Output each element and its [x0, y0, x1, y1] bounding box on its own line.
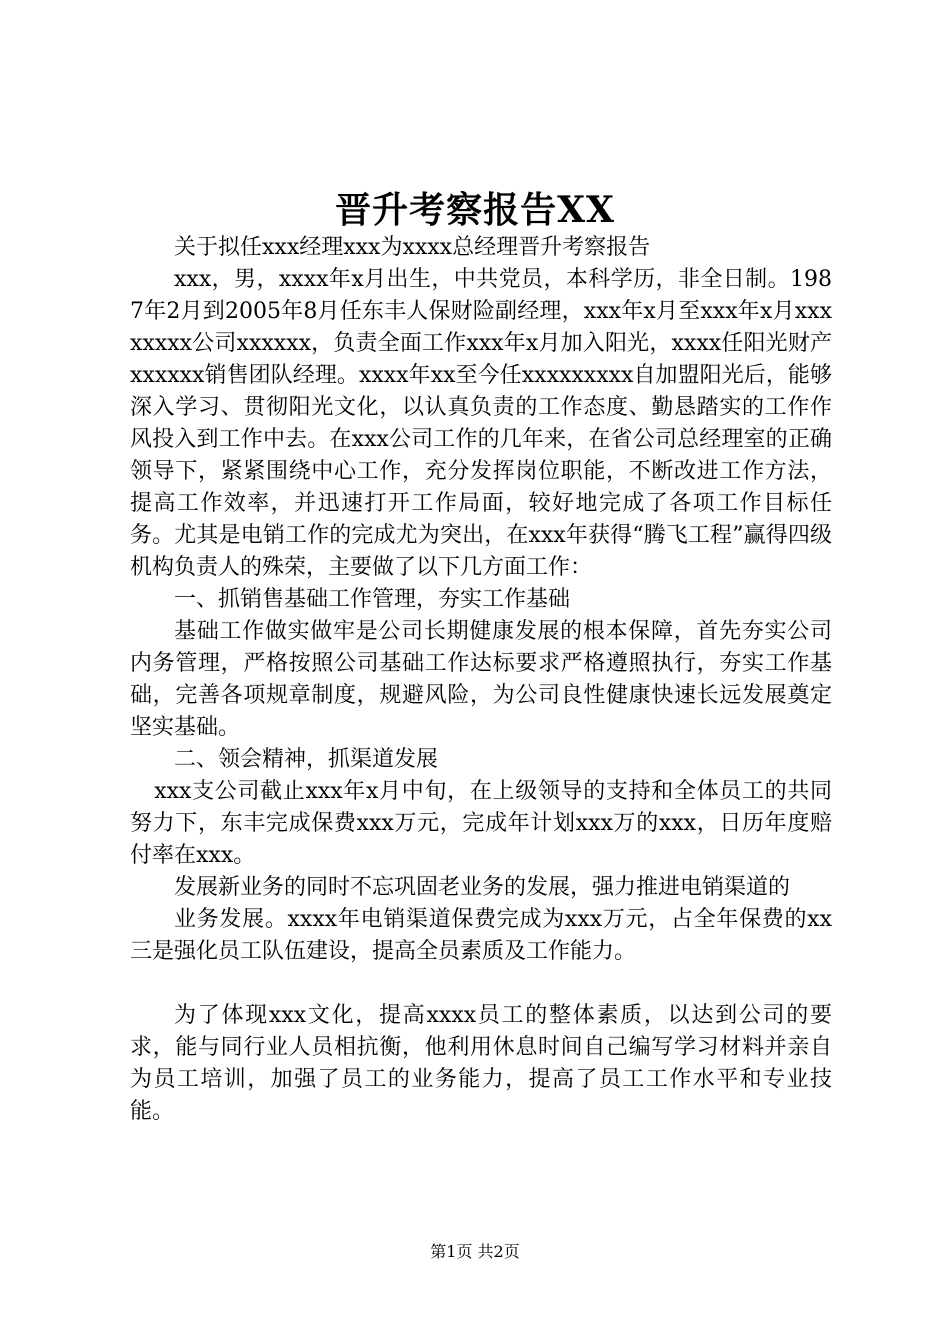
paragraph-branch-results: xxx支公司截止xxx年x月中旬，在上级领导的支持和全体员工的共同努力下，东丰完成保费xxx万元，完成年计划xxx万的xxx，日历年度赔付率在xxx。	[130, 779, 832, 868]
section-heading-1: 一、抓销售基础工作管理，夯实工作基础	[174, 587, 571, 612]
paragraph-new-business: 发展新业务的同时不忘巩固老业务的发展，强力推进电销渠道的	[174, 875, 791, 900]
document-title: 晋升考察报告XX	[335, 189, 615, 231]
paragraph-subject: 关于拟任xxx经理xxx为xxxx总经理晋升考察报告	[174, 235, 651, 260]
paragraph-foundation: 基础工作做实做牢是公司长期健康发展的根本保障，首先夯实公司内务管理，严格按照公司基础工作达标要求严格遵照执行，夯实工作基础，完善各项规章制度，规避风险，为公司良性健康快速长远发展奠定坚实基础。	[130, 619, 832, 740]
paragraph-telesales: 业务发展。xxxx年电销渠道保费完成为xxx万元，占全年保费的xx三是强化员工队伍建设，提高全员素质及工作能力。	[130, 907, 832, 964]
page-number: 第1页 共2页	[430, 1242, 520, 1261]
document-body	[130, 232, 832, 1128]
section-heading-2: 二、领会精神，抓渠道发展	[174, 747, 439, 772]
paragraph-training: 为了体现xxx文化，提高xxxx员工的整体素质，以达到公司的要求，能与同行业人员相抗衡，他利用休息时间自己编写学习材料并亲自为员工培训，加强了员工的业务能力，提高了员工工作水平和专业技能。	[130, 1003, 832, 1124]
paragraph-profile: xxx，男，xxxx年x月出生，中共党员，本科学历，非全日制。1987年2月到2005年8月任东丰人保财险副经理，xxx年x月至xxx年x月xxxxxxxx公司xxxxxx，负责全面工作xxx年x月加入阳光，xxxx任阳光财产xxxxxx销售团队经理。xxxx年xx至今任xxxxxxxxx自加盟阳光后，能够深入学习、贯彻阳光文化，以认真负责的工作态度、勤恳踏实的工作作风投入到工作中去。在xxx公司工作的几年来，在省公司总经理室的正确领导下，紧紧围绕中心工作，充分发挥岗位职能，不断改进工作方法，提高工作效率，并迅速打开工作局面，较好地完成了各项工作目标任务。尤其是电销工作的完成尤为突出，在xxx年获得“腾飞工程”赢得四级机构负责人的殊荣，主要做了以下几方面工作：	[130, 267, 832, 580]
